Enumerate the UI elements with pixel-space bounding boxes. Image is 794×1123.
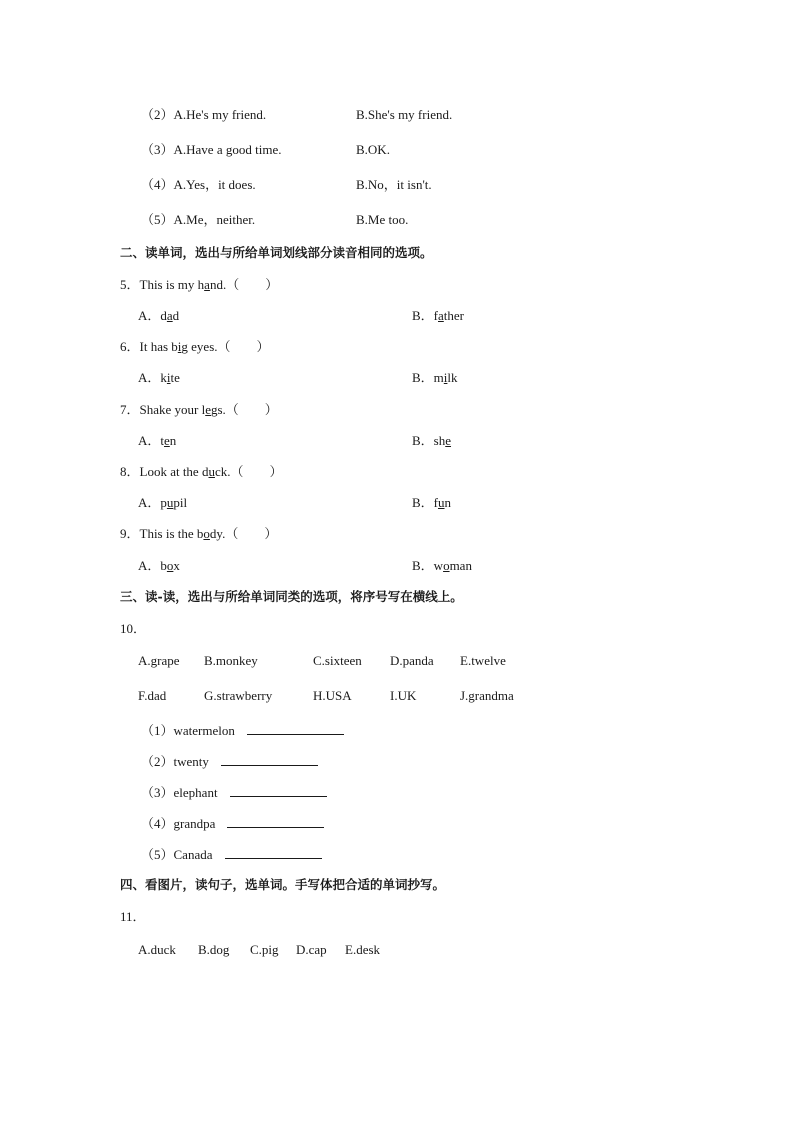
option-number: （2） (141, 107, 174, 122)
option-row (141, 212, 255, 228)
word-option: H.USA (313, 688, 352, 703)
answer-blank[interactable] (227, 815, 324, 828)
choice-a: A．kite (138, 370, 180, 385)
fill-item: （2）twenty (141, 753, 318, 770)
choice-b: B．milk (412, 370, 458, 385)
underlined-letter: e (205, 402, 211, 417)
option-number: （4） (141, 177, 174, 192)
option-b: B.Me too. (356, 212, 409, 227)
question-7: 7．Shake your legs.（ ） (120, 402, 278, 417)
question-number: 10． (120, 621, 147, 636)
word-option: B.monkey (204, 653, 258, 668)
underlined-letter: u (208, 464, 215, 479)
choice-a: A．ten (138, 433, 177, 448)
answer-blank[interactable] (221, 753, 318, 766)
underlined-letter: a (438, 308, 444, 323)
underlined-letter: o (203, 526, 210, 541)
choice-a: A．pupil (138, 495, 188, 510)
question-number: 11． (120, 909, 146, 924)
underlined-letter: o (166, 558, 174, 573)
underlined-letter: i (177, 339, 182, 354)
word-option: A.grape (138, 653, 180, 668)
question-8: 8．Look at the duck.（ ） (120, 464, 283, 479)
option-a: A.Yes，it does. (173, 177, 256, 192)
fill-item: （4）grandpa (141, 815, 324, 832)
fill-item: （1）watermelon (141, 722, 344, 739)
underlined-letter: a (204, 277, 210, 292)
choice-b: B．woman (412, 558, 472, 573)
word-option: G.strawberry (204, 688, 273, 703)
question-6: 6．It has big eyes.（ ） (120, 339, 270, 354)
answer-blank[interactable] (225, 846, 322, 859)
underlined-letter: e (445, 433, 452, 448)
underlined-letter: i (166, 370, 171, 385)
word-option: B.dog (198, 942, 230, 957)
word-option: C.sixteen (313, 653, 362, 668)
word-option: D.cap (296, 942, 327, 957)
underlined-letter: o (443, 558, 450, 573)
option-b: B.She's my friend. (356, 107, 453, 122)
word-option: F.dad (138, 688, 167, 703)
choice-b: B．father (412, 308, 465, 323)
underlined-letter: e (164, 433, 170, 448)
option-number: （3） (141, 142, 174, 157)
underlined-letter: u (166, 495, 174, 510)
option-b: B.No，it isn't. (356, 177, 432, 192)
word-option: D.panda (390, 653, 434, 668)
choice-b: B．she (412, 433, 452, 448)
choice-b: B．fun (412, 495, 452, 510)
word-option: E.twelve (460, 653, 506, 668)
question-5: 5．This is my hand.（ ） (120, 277, 279, 292)
option-row (141, 107, 266, 123)
word-option: A.duck (138, 942, 176, 957)
option-row (141, 142, 281, 158)
option-a: A.Me，neither. (173, 212, 256, 227)
underlined-letter: a (166, 308, 173, 323)
underlined-letter: u (438, 495, 445, 510)
word-option: C.pig (250, 942, 279, 957)
choice-a: A．box (138, 558, 180, 573)
word-option: I.UK (390, 688, 417, 703)
option-a: A.Have a good time. (173, 142, 282, 157)
option-row (141, 177, 256, 193)
section-heading: 四、看图片，读句子，选单词。手写体把合适的单词抄写。 (120, 877, 446, 892)
option-b: B.OK. (356, 142, 390, 157)
answer-blank[interactable] (230, 784, 327, 797)
section-heading: 三、读-读，选出与所给单词同类的选项，将序号写在横线上。 (120, 589, 463, 604)
word-option: J.grandma (460, 688, 514, 703)
fill-item: （5）Canada (141, 846, 322, 863)
section-heading: 二、读单词，选出与所给单词划线部分读音相同的选项。 (120, 245, 433, 260)
answer-blank[interactable] (247, 722, 344, 735)
choice-a: A．dad (138, 308, 180, 323)
word-option: E.desk (345, 942, 381, 957)
underlined-letter: i (443, 370, 448, 385)
option-number: （5） (141, 212, 174, 227)
question-9: 9．This is the body.（ ） (120, 526, 278, 541)
option-a: A.He's my friend. (173, 107, 267, 122)
fill-item: （3）elephant (141, 784, 327, 801)
